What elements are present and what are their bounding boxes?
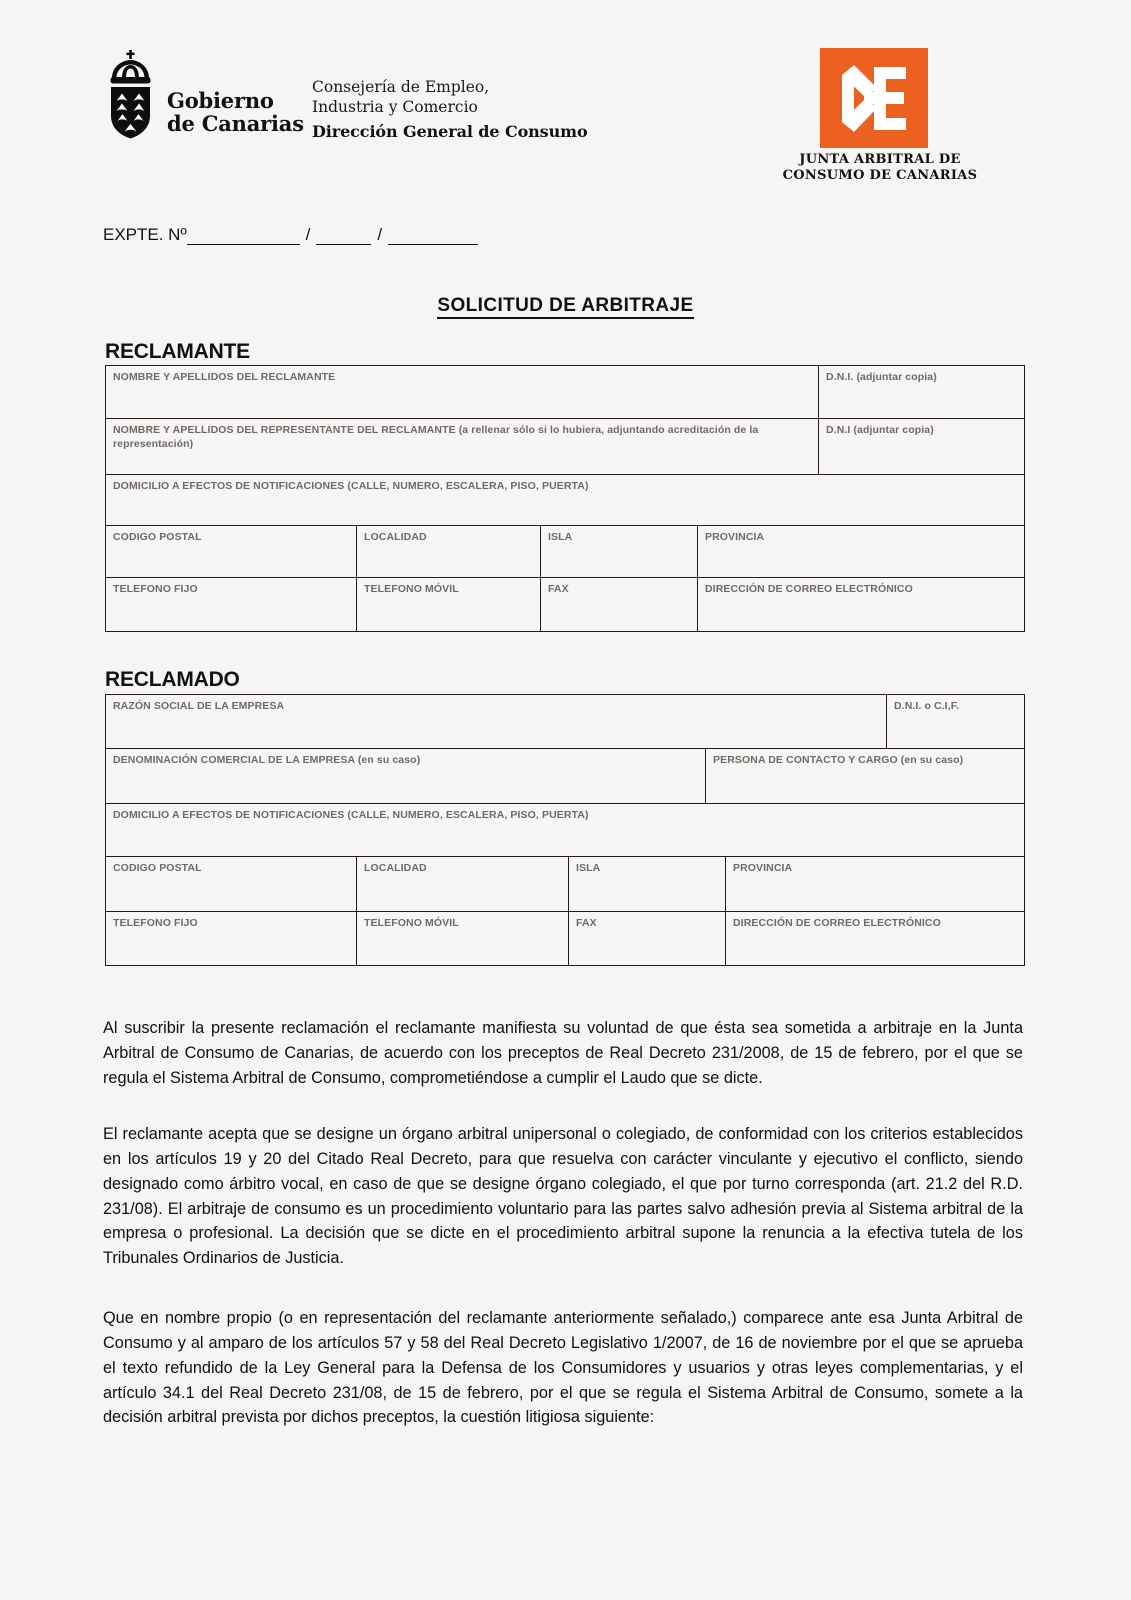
field-denominacion-comercial-de-la-empresa-en-su-caso[interactable] [106, 749, 706, 803]
form-row [106, 912, 1024, 965]
field-label: NOMBRE Y APELLIDOS DEL REPRESENTANTE DEL RECLAMANTE (a rellenar sólo si lo hubiera, adjuntando acreditación de la representación) [113, 424, 759, 450]
form-row [106, 578, 1024, 631]
field-label: TELEFONO FIJO [113, 917, 198, 929]
field-d-n-i-o-c-i-f[interactable] [887, 695, 1024, 748]
gov-name-line1: Gobierno [167, 87, 274, 113]
field-label: TELEFONO MÓVIL [364, 917, 459, 929]
field-label: D.N.I. (adjuntar copia) [826, 371, 937, 383]
expediente-separator-2: / [377, 225, 383, 244]
field-telefono-movil[interactable] [357, 912, 569, 965]
form-row [106, 475, 1024, 526]
field-label: TELEFONO MÓVIL [364, 583, 459, 595]
field-label: PROVINCIA [733, 862, 793, 874]
field-label: PERSONA DE CONTACTO Y CARGO (en su caso) [713, 754, 964, 766]
expediente-field-1[interactable] [187, 230, 300, 245]
field-label: FAX [576, 917, 597, 929]
form-row [106, 526, 1024, 578]
section-heading-reclamado: RECLAMADO [105, 668, 240, 691]
junta-caption-line2: CONSUMO DE CANARIAS [782, 167, 978, 183]
field-label: ISLA [576, 862, 601, 874]
field-label: DIRECCIÓN DE CORREO ELECTRÓNICO [733, 917, 941, 929]
field-fax[interactable] [541, 578, 698, 631]
expediente-number-line [103, 225, 478, 245]
field-label: LOCALIDAD [364, 531, 427, 543]
junta-arbitral-caption [760, 152, 1000, 184]
canary-islands-coat-of-arms-icon [103, 48, 159, 140]
reclamado-form-table [105, 694, 1025, 966]
field-label: DOMICILIO A EFECTOS DE NOTIFICACIONES (CALLE, NUMERO, ESCALERA, PISO, PUERTA) [113, 480, 589, 492]
field-fax[interactable] [569, 912, 726, 965]
field-label: PROVINCIA [705, 531, 765, 543]
consejeria-label [312, 78, 489, 118]
field-label: CODIGO POSTAL [113, 862, 202, 874]
direccion-general-label: Dirección General de Consumo [312, 122, 588, 141]
expediente-label: EXPTE. Nº [103, 225, 187, 244]
section-heading-reclamante: RECLAMANTE [105, 340, 250, 363]
gov-name-line2: de Canarias [167, 111, 304, 137]
field-codigo-postal[interactable] [106, 526, 357, 577]
field-codigo-postal[interactable] [106, 857, 357, 911]
field-localidad[interactable] [357, 526, 541, 577]
field-telefono-fijo[interactable] [106, 912, 357, 965]
field-razon-social-de-la-empresa[interactable] [106, 695, 887, 748]
field-label: D.N.I. o C.I,F. [894, 700, 960, 712]
reclamante-form-table [105, 365, 1025, 632]
form-row [106, 749, 1024, 804]
field-label: DIRECCIÓN DE CORREO ELECTRÓNICO [705, 583, 913, 595]
document-header [0, 0, 1131, 200]
field-label: D.N.I (adjuntar copia) [826, 424, 934, 436]
consejeria-line2: Industria y Comercio [312, 97, 478, 116]
paragraph-arbitration-consent: Al suscribir la presente reclamación el reclamante manifiesta su voluntad de que ésta sea sometida a arbitraje en la Junta Arbitral de Consumo de Canarias, de acuerdo con los preceptos de Real Decreto 231/2008, de 15 de febrero, por el que se regula el Sistema Arbitral de Consumo, comprometiéndose a cumplir el Laudo que se dicte. [103, 1019, 1023, 1087]
form-row [106, 695, 1024, 749]
field-direccion-de-correo-electronico[interactable] [698, 578, 1024, 631]
field-d-n-i-adjuntar-copia[interactable] [819, 366, 1024, 418]
field-label: LOCALIDAD [364, 862, 427, 874]
field-nombre-y-apellidos-del-reclamante[interactable] [106, 366, 819, 418]
field-label: FAX [548, 583, 569, 595]
field-label: NOMBRE Y APELLIDOS DEL RECLAMANTE [113, 371, 336, 383]
field-d-n-i-adjuntar-copia[interactable] [819, 419, 1024, 474]
page-title [0, 295, 1131, 317]
junta-arbitral-emblem-icon [820, 48, 928, 148]
field-domicilio-a-efectos-de-notificaciones-calle-nume[interactable] [106, 475, 1024, 525]
form-row [106, 857, 1024, 912]
form-row [106, 419, 1024, 475]
expediente-separator-1: / [305, 225, 311, 244]
expediente-field-3[interactable] [388, 230, 478, 245]
field-isla[interactable] [541, 526, 698, 577]
field-telefono-movil[interactable] [357, 578, 541, 631]
field-nombre-y-apellidos-del-representante-del-reclama[interactable] [106, 419, 819, 474]
field-direccion-de-correo-electronico[interactable] [726, 912, 1024, 965]
field-domicilio-a-efectos-de-notificaciones-calle-nume[interactable] [106, 804, 1024, 856]
field-label: ISLA [548, 531, 573, 543]
gobierno-de-canarias-logo [103, 48, 304, 140]
form-row [106, 366, 1024, 419]
field-telefono-fijo[interactable] [106, 578, 357, 631]
field-label: RAZÓN SOCIAL DE LA EMPRESA [113, 700, 285, 712]
field-isla[interactable] [569, 857, 726, 911]
field-persona-de-contacto-y-cargo-en-su-caso[interactable] [706, 749, 1024, 803]
field-provincia[interactable] [726, 857, 1024, 911]
field-label: DENOMINACIÓN COMERCIAL DE LA EMPRESA (en su caso) [113, 754, 421, 766]
paragraph-arbitral-body: El reclamante acepta que se designe un órgano arbitral unipersonal o colegiado, de conformidad con los criterios establecidos en los artículos 19 y 20 del Citado Real Decreto, para que resuelva con carácter vinculante y ejecutivo el conflicto, siendo designado como árbitro vocal, en caso de que se designe órgano colegiado, el que por turno corresponda (art. 21.2 del R.D. 231/08). El arbitraje de consumo es un procedimiento voluntario para las partes salvo adhesión previa al Sistema arbitral de la empresa o profesional. La decisión que se dicte en el procedimiento arbitral supone la renuncia a la efectiva tutela de los Tribunales Ordinarios de Justicia. [103, 1125, 1023, 1268]
field-label: TELEFONO FIJO [113, 583, 198, 595]
page-title-text: SOLICITUD DE ARBITRAJE [437, 295, 693, 319]
field-label: DOMICILIO A EFECTOS DE NOTIFICACIONES (CALLE, NUMERO, ESCALERA, PISO, PUERTA) [113, 809, 589, 821]
field-provincia[interactable] [698, 526, 1024, 577]
junta-caption-line1: JUNTA ARBITRAL DE [799, 152, 961, 167]
field-localidad[interactable] [357, 857, 569, 911]
gobierno-de-canarias-name [167, 89, 304, 140]
form-row [106, 804, 1024, 857]
consejeria-line1: Consejería de Empleo, [312, 78, 490, 96]
paragraph-legal-basis: Que en nombre propio (o en representación del reclamante anteriormente señalado,) comparece ante esa Junta Arbitral de Consumo y al amparo de los artículos 57 y 58 del Real Decreto Legislativo 1/2007, de 16 de noviembre por el que se aprueba el texto refundido de la Ley General para la Defensa de los Consumidores y usuarios y otras leyes complementarias, y el artículo 34.1 del Real Decreto 231/08, de 15 de febrero, por el que se regula el Sistema Arbitral de Consumo, somete a la decisión arbitral prevista por dichos preceptos, la cuestión litigiosa siguiente: [103, 1309, 1023, 1427]
field-label: CODIGO POSTAL [113, 531, 202, 543]
expediente-field-2[interactable] [316, 230, 371, 245]
